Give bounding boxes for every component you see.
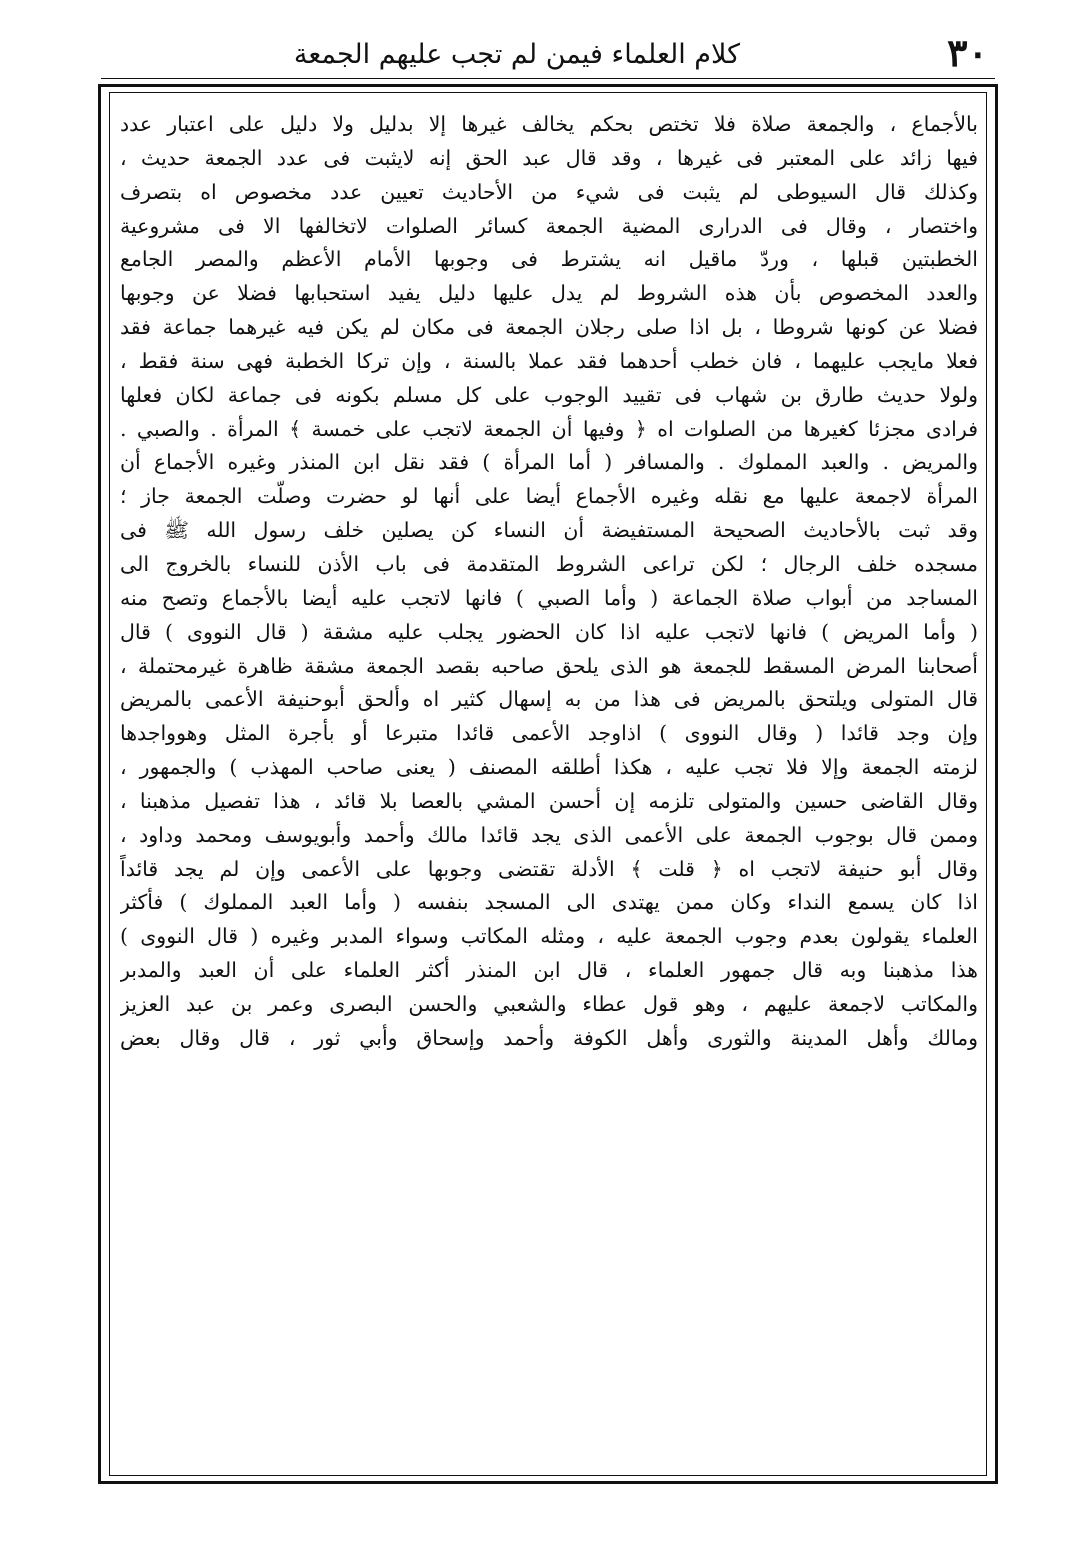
text-line: مسجده خلف الرجال ؛ لكن تراعى الشروط المتقدمة فى باب الأذن للنساء بالخروج الى [120, 551, 978, 576]
body-text [120, 108, 978, 1458]
text-line: وكذلك قال السيوطى لم يثبت فى شيء من الأحاديث تعيين عدد مخصوص اه بتصرف [120, 179, 978, 204]
text-line: فعلا مايجب عليهما ، فان خطب أحدهما فقد عملا بالسنة ، وإن تركا الخطبة فهى سنة فقط ، [120, 348, 978, 373]
text-line: اذا كان يسمع النداء وكان ممن يهتدى الى المسجد بنفسه ( وأما العبد المملوك ) فأكثر [120, 890, 978, 915]
text-line: فيها زائد على المعتبر فى غيرها ، وقد قال عبد الحق إنه لايثبت فى عدد الجمعة حديث ، [120, 145, 978, 170]
text-line: وقال أبو حنيفة لاتجب اه ﴿ قلت ﴾ الأدلة تقتضى وجوبها على الأعمى وإن لم يجد قائداً [120, 856, 978, 881]
text-line: المساجد من أبواب صلاة الجماعة ( وأما الصبي ) فانها لاتجب عليه أيضا بالأجماع وتصح منه [120, 585, 978, 610]
text-line: وإن وجد قائدا ( وقال النووى ) اذاوجد الأعمى قائدا متبرعا أو بأجرة المثل وهوواجدها [120, 721, 978, 746]
text-line: قال المتولى ويلتحق بالمريض فى هذا من به إسهال كثير اه وألحق أبوحنيفة الأعمى بالمريض [120, 687, 978, 712]
text-line: فضلا عن كونها شروطا ، بل اذا صلى رجلان الجمعة فى مكان لم يكن فيه غيرهما جماعة فقد [120, 315, 978, 340]
text-line: لزمته الجمعة وإلا فلا تجب عليه ، هكذا أطلقه المصنف ( يعنى صاحب المهذب ) والجمهور ، [120, 755, 978, 780]
text-line: بالأجماع ، والجمعة صلاة فلا تختص بحكم يخالف غيرها إلا بدليل ولا دليل على اعتبار عدد [120, 112, 978, 136]
text-line: ولولا حديث طارق بن شهاب فى تقييد الوجوب على كل مسلم بكونه فى جماعة لكان فعلها [120, 382, 978, 407]
text-line: وقد ثبت بالأحاديث الصحيحة المستفيضة أن النساء كن يصلين خلف رسول الله ﷺ فى [120, 518, 978, 543]
text-line: المرأة لاجمعة عليها مع نقله وغيره الأجماع أيضا على أنها لو حضرت وصلّت الجمعة جاز ؛ [120, 484, 978, 509]
text-line: الخطبتين قبلها ، وردّ ماقيل انه يشترط فى وجوبها الأمام الأعظم والمصر الجامع [120, 247, 978, 272]
running-title: كلام العلماء فيمن لم تجب عليهم الجمعة [293, 39, 740, 70]
text-line: فرادى مجزئا كغيرها من الصلوات اه ﴿ وفيها أن الجمعة لاتجب على خمسة ﴾ المرأة . والصبي . [120, 416, 978, 441]
text-line: والمريض . والعبد المملوك . والمسافر ( أما المرأة ) فقد نقل ابن المنذر وغيره الأجماع أن [120, 450, 978, 475]
text-line: ومالك وأهل المدينة والثورى وأهل الكوفة وأحمد وإسحاق وأبي ثور ، قال وقال بعض [120, 1025, 978, 1050]
text-line: وقال القاضى حسين والمتولى تلزمه إن أحسن المشي بالعصا بلا قائد ، هذا تفصيل مذهبنا ، [120, 788, 978, 813]
text-line: والمكاتب لاجمعة عليهم ، وهو قول عطاء والشعبي والحسن البصرى وعمر بن عبد العزيز [120, 991, 978, 1016]
frame-top-rule [101, 78, 995, 79]
page-header [96, 24, 1000, 86]
page-number: ٣٠ [947, 30, 988, 75]
text-line: والعدد المخصوص بأن هذه الشروط لم يدل عليها دليل يفيد استحبابها فضلا عن وجوبها [120, 281, 978, 306]
text-line: وممن قال بوجوب الجمعة على الأعمى الذى يجد قائدا مالك وأحمد وأبويوسف ومحمد وداود ، [120, 822, 978, 847]
text-line: أصحابنا المرض المسقط للجمعة هو الذى يلحق صاحبه بقصد الجمعة مشقة ظاهرة غيرمحتملة ، [120, 653, 978, 678]
text-line: واختصار ، وقال فى الدرارى المضية الجمعة كسائر الصلوات لاتخالفها الا فى مشروعية [120, 213, 978, 238]
text-line: العلماء يقولون بعدم وجوب الجمعة عليه ، ومثله المكاتب وسواء المدبر وغيره ( قال النووى ) [120, 924, 978, 949]
text-line: ( وأما المريض ) فانها لاتجب عليه اذا كان الحضور يجلب عليه مشقة ( قال النووى ) قال [120, 619, 978, 644]
text-line: هذا مذهبنا وبه قال جمهور العلماء ، قال ابن المنذر أكثر العلماء على أن العبد والمدبر [120, 958, 978, 983]
